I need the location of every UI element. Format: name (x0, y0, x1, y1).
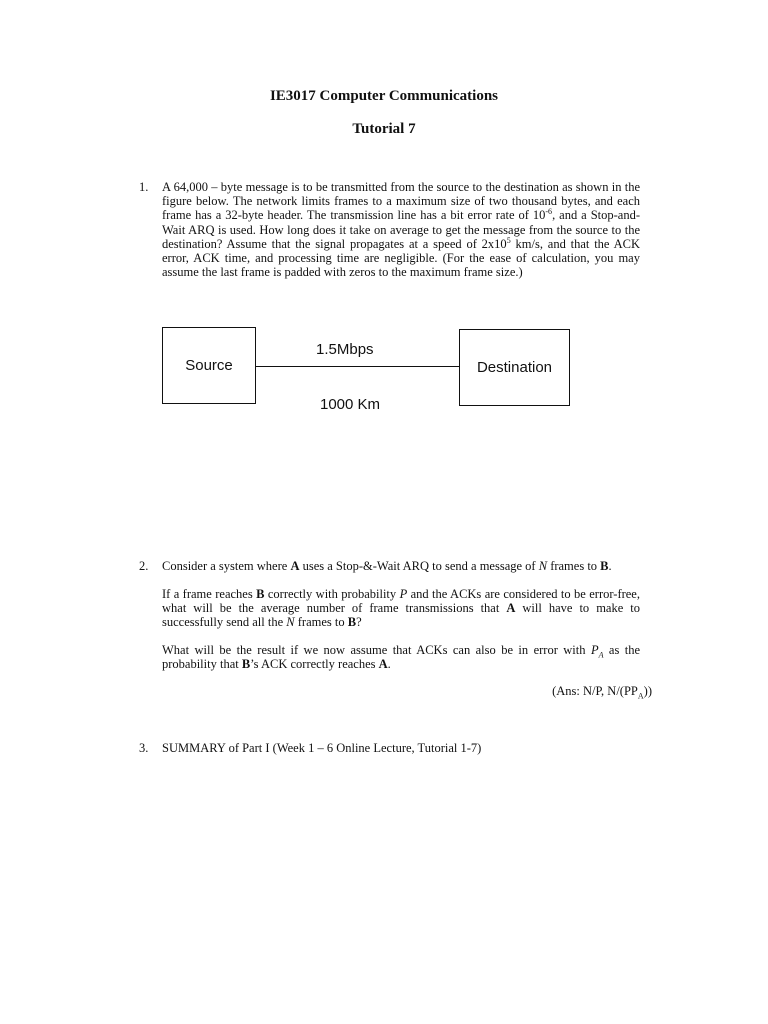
question-2-answer: (Ans: N/P, $N/(PP_A)$) (552, 684, 652, 701)
question-1-number: 1. (139, 180, 149, 194)
question-2-number: 2. (139, 559, 149, 573)
link-rate-label: 1.5Mbps (316, 341, 374, 358)
page-title: IE3017 Computer Communications (269, 88, 499, 104)
source-node (162, 327, 256, 404)
question-1-text: A 64,000 – byte message is to be transmitted from the source to the destination as shown in the figure below. The network limits frames to a maximum size of two thousand bytes, and each frame has a 32-byte header. The transmission line has a bit error rate of $10^{-6}$, and a Stop-and-Wait ARQ is used. How long does it take on average to get the message from the source to the destination? Assume that the signal propagates at a speed of $2x10^5$ km/s, and that the ACK error, ACK time, and processing time are negligible. (For the ease of calculation, you may assume the last frame is padded with zeros to the maximum frame size.) (162, 180, 641, 280)
destination-node (459, 329, 570, 406)
destination-label: Destination (476, 359, 553, 376)
transmission-line (256, 366, 459, 367)
question-2-paragraph-2: If a frame reaches B correctly with probability P and the ACKs are considered to be error-free, what will be the average number of frame transmissions that A will have to make to successfully send all the N frames to B? (162, 587, 640, 630)
question-2-paragraph-1: Consider a system where A uses a Stop-&-Wait ARQ to send a message of N frames to B. (162, 559, 612, 573)
question-2-paragraph-3: What will be the result if we now assume that ACKs can also be in error with $P_A$ as the probability that B’s ACK correctly reaches A. (162, 643, 641, 672)
question-3-number: 3. (139, 741, 149, 755)
link-distance-label: 1000 Km (320, 396, 381, 413)
question-3-text: SUMMARY of Part I (Week 1 – 6 Online Lecture, Tutorial 1-7) (162, 741, 482, 755)
page-subtitle: Tutorial 7 (352, 121, 416, 137)
source-label: Source (185, 357, 233, 374)
